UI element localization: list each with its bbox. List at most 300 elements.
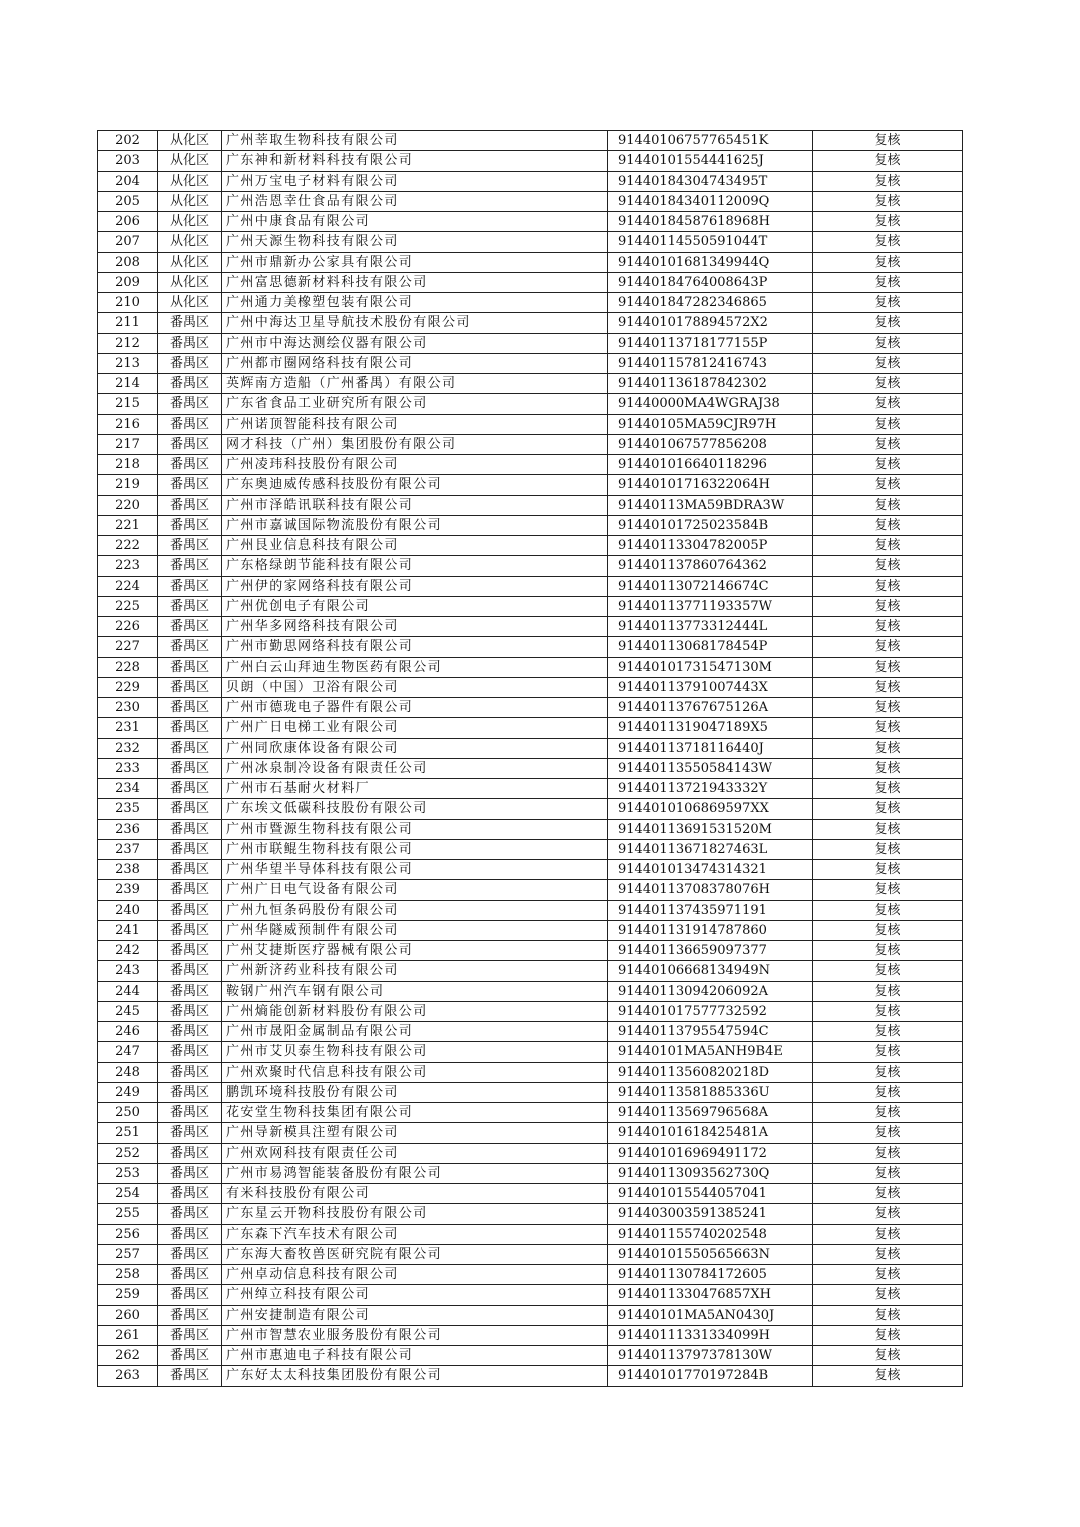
district-cell: 番禺区	[158, 981, 222, 1001]
company-name-cell: 广州诺顶智能科技有限公司	[222, 414, 608, 434]
credit-code-cell: 91440113094206092A	[608, 981, 813, 1001]
company-name-cell: 广州华望半导体科技有限公司	[222, 860, 608, 880]
row-number-cell: 237	[98, 839, 158, 859]
credit-code-cell: 91440113MA59BDRA3W	[608, 495, 813, 515]
row-number-cell: 241	[98, 920, 158, 940]
review-type-cell: 复核	[813, 536, 963, 556]
district-cell: 番禺区	[158, 333, 222, 353]
credit-code-cell: 91440113797378130W	[608, 1346, 813, 1366]
company-name-cell: 广州冰泉制冷设备有限责任公司	[222, 758, 608, 778]
district-cell: 番禺区	[158, 920, 222, 940]
district-cell: 番禺区	[158, 414, 222, 434]
credit-code-cell: 91440113304782005P	[608, 536, 813, 556]
district-cell: 番禺区	[158, 900, 222, 920]
row-number-cell: 256	[98, 1224, 158, 1244]
row-number-cell: 228	[98, 657, 158, 677]
credit-code-cell: 91440113795547594C	[608, 1022, 813, 1042]
review-type-cell: 复核	[813, 1001, 963, 1021]
credit-code-cell: 914401157812416743	[608, 353, 813, 373]
table-row	[98, 1265, 963, 1285]
company-name-cell: 广州熵能创新材料股份有限公司	[222, 1001, 608, 1021]
table-row	[98, 981, 963, 1001]
company-name-cell: 广东星云开物科技股份有限公司	[222, 1204, 608, 1224]
row-number-cell: 225	[98, 596, 158, 616]
review-type-cell: 复核	[813, 333, 963, 353]
row-number-cell: 229	[98, 677, 158, 697]
district-cell: 番禺区	[158, 779, 222, 799]
credit-code-cell: 914401137860764362	[608, 556, 813, 576]
district-cell: 番禺区	[158, 1001, 222, 1021]
row-number-cell: 223	[98, 556, 158, 576]
district-cell: 番禺区	[158, 1103, 222, 1123]
review-type-cell: 复核	[813, 1265, 963, 1285]
district-cell: 番禺区	[158, 394, 222, 414]
review-type-cell: 复核	[813, 1022, 963, 1042]
review-type-cell: 复核	[813, 758, 963, 778]
table-row	[98, 657, 963, 677]
company-name-cell: 广州市联鲲生物科技有限公司	[222, 839, 608, 859]
review-type-cell: 复核	[813, 779, 963, 799]
row-number-cell: 253	[98, 1163, 158, 1183]
row-number-cell: 203	[98, 151, 158, 171]
district-cell: 番禺区	[158, 758, 222, 778]
row-number-cell: 214	[98, 374, 158, 394]
review-type-cell: 复核	[813, 131, 963, 151]
credit-code-cell: 9144010106869597XX	[608, 799, 813, 819]
table-row	[98, 1346, 963, 1366]
review-type-cell: 复核	[813, 839, 963, 859]
row-number-cell: 247	[98, 1042, 158, 1062]
district-cell: 番禺区	[158, 880, 222, 900]
table-row	[98, 536, 963, 556]
row-number-cell: 235	[98, 799, 158, 819]
company-name-cell: 广州莘取生物科技有限公司	[222, 131, 608, 151]
credit-code-cell: 914401137435971191	[608, 900, 813, 920]
table-row	[98, 1224, 963, 1244]
credit-code-cell: 91440113691531520M	[608, 819, 813, 839]
table-row	[98, 151, 963, 171]
credit-code-cell: 91440101554441625J	[608, 151, 813, 171]
district-cell: 番禺区	[158, 515, 222, 535]
district-cell: 番禺区	[158, 1143, 222, 1163]
review-type-cell: 复核	[813, 900, 963, 920]
company-name-cell: 鞍钢广州汽车钢有限公司	[222, 981, 608, 1001]
company-name-cell: 广州欢聚时代信息科技有限公司	[222, 1062, 608, 1082]
credit-code-cell: 91440113560820218D	[608, 1062, 813, 1082]
review-type-cell: 复核	[813, 252, 963, 272]
credit-code-cell: 91440184587618968H	[608, 212, 813, 232]
table-row	[98, 455, 963, 475]
company-name-cell: 广州市易鸿智能装备股份有限公司	[222, 1163, 608, 1183]
credit-code-cell: 91440113093562730Q	[608, 1163, 813, 1183]
company-name-cell: 广东格绿朗节能科技有限公司	[222, 556, 608, 576]
credit-code-cell: 914401131914787860	[608, 920, 813, 940]
review-type-cell: 复核	[813, 1103, 963, 1123]
company-name-cell: 鹏凯环境科技股份有限公司	[222, 1082, 608, 1102]
review-type-cell: 复核	[813, 880, 963, 900]
table-row	[98, 374, 963, 394]
table-row	[98, 617, 963, 637]
row-number-cell: 259	[98, 1285, 158, 1305]
credit-code-cell: 91440113773312444L	[608, 617, 813, 637]
row-number-cell: 202	[98, 131, 158, 151]
company-name-cell: 广州欢网科技有限责任公司	[222, 1143, 608, 1163]
credit-code-cell: 91440113671827463L	[608, 839, 813, 859]
company-name-cell: 广东好太太科技集团股份有限公司	[222, 1366, 608, 1386]
row-number-cell: 251	[98, 1123, 158, 1143]
row-number-cell: 244	[98, 981, 158, 1001]
review-type-cell: 复核	[813, 1163, 963, 1183]
table-row	[98, 860, 963, 880]
review-type-cell: 复核	[813, 414, 963, 434]
company-name-cell: 广州艾捷斯医疗器械有限公司	[222, 941, 608, 961]
company-name-cell: 广州市惠迪电子科技有限公司	[222, 1346, 608, 1366]
row-number-cell: 205	[98, 191, 158, 211]
review-type-cell: 复核	[813, 920, 963, 940]
company-name-cell: 网才科技（广州）集团股份有限公司	[222, 434, 608, 454]
row-number-cell: 210	[98, 293, 158, 313]
company-name-cell: 广州广日电气设备有限公司	[222, 880, 608, 900]
row-number-cell: 261	[98, 1325, 158, 1345]
company-name-cell: 广州白云山拜迪生物医药有限公司	[222, 657, 608, 677]
table-row	[98, 758, 963, 778]
review-type-cell: 复核	[813, 455, 963, 475]
table-row	[98, 1244, 963, 1264]
row-number-cell: 258	[98, 1265, 158, 1285]
review-type-cell: 复核	[813, 738, 963, 758]
company-name-cell: 广州九恒条码股份有限公司	[222, 900, 608, 920]
table-row	[98, 1062, 963, 1082]
review-type-cell: 复核	[813, 576, 963, 596]
company-name-cell: 广州安捷制造有限公司	[222, 1305, 608, 1325]
table-row	[98, 718, 963, 738]
district-cell: 番禺区	[158, 353, 222, 373]
district-cell: 从化区	[158, 171, 222, 191]
credit-code-cell: 91440113550584143W	[608, 758, 813, 778]
row-number-cell: 218	[98, 455, 158, 475]
credit-code-cell: 91440101MA5AN0430J	[608, 1305, 813, 1325]
company-name-cell: 广州市中海达测绘仪器有限公司	[222, 333, 608, 353]
table-row	[98, 1305, 963, 1325]
company-name-cell: 广州市艾贝泰生物科技有限公司	[222, 1042, 608, 1062]
row-number-cell: 240	[98, 900, 158, 920]
district-cell: 番禺区	[158, 819, 222, 839]
row-number-cell: 204	[98, 171, 158, 191]
table-row	[98, 495, 963, 515]
credit-code-cell: 91440101550565663N	[608, 1244, 813, 1264]
row-number-cell: 207	[98, 232, 158, 252]
table-row	[98, 131, 963, 151]
credit-code-cell: 91440101618425481A	[608, 1123, 813, 1143]
table-row	[98, 1366, 963, 1386]
district-cell: 番禺区	[158, 839, 222, 859]
credit-code-cell: 914401016969491172	[608, 1143, 813, 1163]
district-cell: 番禺区	[158, 1163, 222, 1183]
table-row	[98, 576, 963, 596]
enterprise-table	[97, 130, 963, 1387]
review-type-cell: 复核	[813, 313, 963, 333]
table-row	[98, 313, 963, 333]
review-type-cell: 复核	[813, 941, 963, 961]
review-type-cell: 复核	[813, 495, 963, 515]
credit-code-cell: 914401016640118296	[608, 455, 813, 475]
review-type-cell: 复核	[813, 556, 963, 576]
company-name-cell: 广州市德珑电子器件有限公司	[222, 698, 608, 718]
credit-code-cell: 91440105MA59CJR97H	[608, 414, 813, 434]
district-cell: 番禺区	[158, 617, 222, 637]
company-name-cell: 广东省食品工业研究所有限公司	[222, 394, 608, 414]
district-cell: 番禺区	[158, 637, 222, 657]
credit-code-cell: 91440113767675126A	[608, 698, 813, 718]
credit-code-cell: 91440113721943332Y	[608, 779, 813, 799]
company-name-cell: 花安堂生物科技集团有限公司	[222, 1103, 608, 1123]
review-type-cell: 复核	[813, 1082, 963, 1102]
credit-code-cell: 91440101770197284B	[608, 1366, 813, 1386]
credit-code-cell: 91440101731547130M	[608, 657, 813, 677]
table-row	[98, 698, 963, 718]
review-type-cell: 复核	[813, 961, 963, 981]
table-row	[98, 434, 963, 454]
row-number-cell: 257	[98, 1244, 158, 1264]
company-name-cell: 广州都市圈网络科技有限公司	[222, 353, 608, 373]
row-number-cell: 262	[98, 1346, 158, 1366]
credit-code-cell: 914401017577732592	[608, 1001, 813, 1021]
district-cell: 番禺区	[158, 1224, 222, 1244]
company-name-cell: 广东神和新材料科技有限公司	[222, 151, 608, 171]
district-cell: 番禺区	[158, 576, 222, 596]
district-cell: 从化区	[158, 191, 222, 211]
table-row	[98, 191, 963, 211]
row-number-cell: 222	[98, 536, 158, 556]
row-number-cell: 230	[98, 698, 158, 718]
credit-code-cell: 91440114550591044T	[608, 232, 813, 252]
review-type-cell: 复核	[813, 1123, 963, 1143]
row-number-cell: 250	[98, 1103, 158, 1123]
credit-code-cell: 914401130784172605	[608, 1265, 813, 1285]
company-name-cell: 广州优创电子有限公司	[222, 596, 608, 616]
table-row	[98, 333, 963, 353]
credit-code-cell: 91440106757765451K	[608, 131, 813, 151]
company-name-cell: 广州新济药业科技有限公司	[222, 961, 608, 981]
credit-code-cell: 91440000MA4WGRAJ38	[608, 394, 813, 414]
company-name-cell: 广州绰立科技有限公司	[222, 1285, 608, 1305]
review-type-cell: 复核	[813, 1325, 963, 1345]
credit-code-cell: 914401136659097377	[608, 941, 813, 961]
company-name-cell: 广州通力美橡塑包装有限公司	[222, 293, 608, 313]
district-cell: 番禺区	[158, 1042, 222, 1062]
district-cell: 番禺区	[158, 738, 222, 758]
district-cell: 番禺区	[158, 1325, 222, 1345]
district-cell: 番禺区	[158, 698, 222, 718]
review-type-cell: 复核	[813, 1204, 963, 1224]
review-type-cell: 复核	[813, 1346, 963, 1366]
table-row	[98, 1001, 963, 1021]
row-number-cell: 246	[98, 1022, 158, 1042]
company-name-cell: 广州伊的家网络科技有限公司	[222, 576, 608, 596]
credit-code-cell: 91440101716322064H	[608, 475, 813, 495]
district-cell: 从化区	[158, 252, 222, 272]
review-type-cell: 复核	[813, 353, 963, 373]
district-cell: 番禺区	[158, 596, 222, 616]
district-cell: 番禺区	[158, 1366, 222, 1386]
review-type-cell: 复核	[813, 293, 963, 313]
review-type-cell: 复核	[813, 1285, 963, 1305]
district-cell: 从化区	[158, 131, 222, 151]
row-number-cell: 216	[98, 414, 158, 434]
credit-code-cell: 91440184340112009Q	[608, 191, 813, 211]
company-name-cell: 广州市晟阳金属制品有限公司	[222, 1022, 608, 1042]
company-name-cell: 广州市暨源生物科技有限公司	[222, 819, 608, 839]
district-cell: 番禺区	[158, 536, 222, 556]
table-row	[98, 252, 963, 272]
table-row	[98, 414, 963, 434]
company-name-cell: 广州浩恩幸仕食品有限公司	[222, 191, 608, 211]
company-name-cell: 广州市泽皓讯联科技有限公司	[222, 495, 608, 515]
row-number-cell: 233	[98, 758, 158, 778]
company-name-cell: 广东奥迪威传感科技股份有限公司	[222, 475, 608, 495]
company-name-cell: 广州凌玮科技股份有限公司	[222, 455, 608, 475]
row-number-cell: 226	[98, 617, 158, 637]
credit-code-cell: 91440184764008643P	[608, 272, 813, 292]
review-type-cell: 复核	[813, 981, 963, 1001]
review-type-cell: 复核	[813, 1184, 963, 1204]
row-number-cell: 219	[98, 475, 158, 495]
credit-code-cell: 91440113771193357W	[608, 596, 813, 616]
district-cell: 番禺区	[158, 718, 222, 738]
credit-code-cell: 914401067577856208	[608, 434, 813, 454]
row-number-cell: 245	[98, 1001, 158, 1021]
table-row	[98, 961, 963, 981]
row-number-cell: 238	[98, 860, 158, 880]
row-number-cell: 224	[98, 576, 158, 596]
review-type-cell: 复核	[813, 677, 963, 697]
company-name-cell: 广州市鼎新办公家具有限公司	[222, 252, 608, 272]
row-number-cell: 260	[98, 1305, 158, 1325]
review-type-cell: 复核	[813, 1305, 963, 1325]
district-cell: 从化区	[158, 212, 222, 232]
table-row	[98, 212, 963, 232]
review-type-cell: 复核	[813, 657, 963, 677]
credit-code-cell: 914403003591385241	[608, 1204, 813, 1224]
company-name-cell: 广州卓动信息科技有限公司	[222, 1265, 608, 1285]
credit-code-cell: 91440101725023584B	[608, 515, 813, 535]
company-name-cell: 广州艮业信息科技有限公司	[222, 536, 608, 556]
table-row	[98, 920, 963, 940]
review-type-cell: 复核	[813, 475, 963, 495]
row-number-cell: 227	[98, 637, 158, 657]
review-type-cell: 复核	[813, 718, 963, 738]
district-cell: 番禺区	[158, 860, 222, 880]
company-name-cell: 广州市石基耐火材料厂	[222, 779, 608, 799]
credit-code-cell: 91440113569796568A	[608, 1103, 813, 1123]
district-cell: 番禺区	[158, 1346, 222, 1366]
company-name-cell: 广州市智慧农业服务股份有限公司	[222, 1325, 608, 1345]
credit-code-cell: 914401013474314321	[608, 860, 813, 880]
table-row	[98, 1022, 963, 1042]
review-type-cell: 复核	[813, 1224, 963, 1244]
review-type-cell: 复核	[813, 819, 963, 839]
review-type-cell: 复核	[813, 394, 963, 414]
district-cell: 番禺区	[158, 475, 222, 495]
district-cell: 番禺区	[158, 434, 222, 454]
credit-code-cell: 91440113581885336U	[608, 1082, 813, 1102]
table-row	[98, 799, 963, 819]
company-name-cell: 广州天源生物科技有限公司	[222, 232, 608, 252]
district-cell: 番禺区	[158, 1204, 222, 1224]
review-type-cell: 复核	[813, 232, 963, 252]
credit-code-cell: 91440101MA5ANH9B4E	[608, 1042, 813, 1062]
district-cell: 从化区	[158, 232, 222, 252]
row-number-cell: 242	[98, 941, 158, 961]
review-type-cell: 复核	[813, 1143, 963, 1163]
credit-code-cell: 91440184304743495T	[608, 171, 813, 191]
review-type-cell: 复核	[813, 637, 963, 657]
table-row	[98, 637, 963, 657]
row-number-cell: 232	[98, 738, 158, 758]
district-cell: 番禺区	[158, 1244, 222, 1264]
review-type-cell: 复核	[813, 191, 963, 211]
district-cell: 从化区	[158, 151, 222, 171]
credit-code-cell: 91440113718116440J	[608, 738, 813, 758]
table-row	[98, 232, 963, 252]
district-cell: 番禺区	[158, 495, 222, 515]
district-cell: 番禺区	[158, 961, 222, 981]
table-row	[98, 1285, 963, 1305]
company-name-cell: 广州富思德新材料科技有限公司	[222, 272, 608, 292]
company-name-cell: 广东海大畜牧兽医研究院有限公司	[222, 1244, 608, 1264]
table-body	[98, 131, 963, 1387]
row-number-cell: 215	[98, 394, 158, 414]
table-row	[98, 1184, 963, 1204]
table-row	[98, 556, 963, 576]
row-number-cell: 220	[98, 495, 158, 515]
row-number-cell: 217	[98, 434, 158, 454]
table-row	[98, 515, 963, 535]
review-type-cell: 复核	[813, 617, 963, 637]
district-cell: 番禺区	[158, 677, 222, 697]
row-number-cell: 252	[98, 1143, 158, 1163]
company-name-cell: 有米科技股份有限公司	[222, 1184, 608, 1204]
table-row	[98, 293, 963, 313]
table-row	[98, 353, 963, 373]
table-row	[98, 839, 963, 859]
table-row	[98, 900, 963, 920]
district-cell: 番禺区	[158, 313, 222, 333]
table-row	[98, 596, 963, 616]
company-name-cell: 广州中海达卫星导航技术股份有限公司	[222, 313, 608, 333]
review-type-cell: 复核	[813, 1366, 963, 1386]
company-name-cell: 广州导新模具注塑有限公司	[222, 1123, 608, 1143]
district-cell: 番禺区	[158, 455, 222, 475]
table-row	[98, 1042, 963, 1062]
credit-code-cell: 9144010178894572X2	[608, 313, 813, 333]
review-type-cell: 复核	[813, 434, 963, 454]
credit-code-cell: 91440113708378076H	[608, 880, 813, 900]
credit-code-cell: 91440113068178454P	[608, 637, 813, 657]
row-number-cell: 254	[98, 1184, 158, 1204]
table-row	[98, 779, 963, 799]
credit-code-cell: 91440113791007443X	[608, 677, 813, 697]
credit-code-cell: 91440106668134949N	[608, 961, 813, 981]
review-type-cell: 复核	[813, 272, 963, 292]
company-name-cell: 广州华多网络科技有限公司	[222, 617, 608, 637]
row-number-cell: 208	[98, 252, 158, 272]
row-number-cell: 263	[98, 1366, 158, 1386]
credit-code-cell: 91440111331334099H	[608, 1325, 813, 1345]
row-number-cell: 206	[98, 212, 158, 232]
table-row	[98, 819, 963, 839]
review-type-cell: 复核	[813, 1244, 963, 1264]
